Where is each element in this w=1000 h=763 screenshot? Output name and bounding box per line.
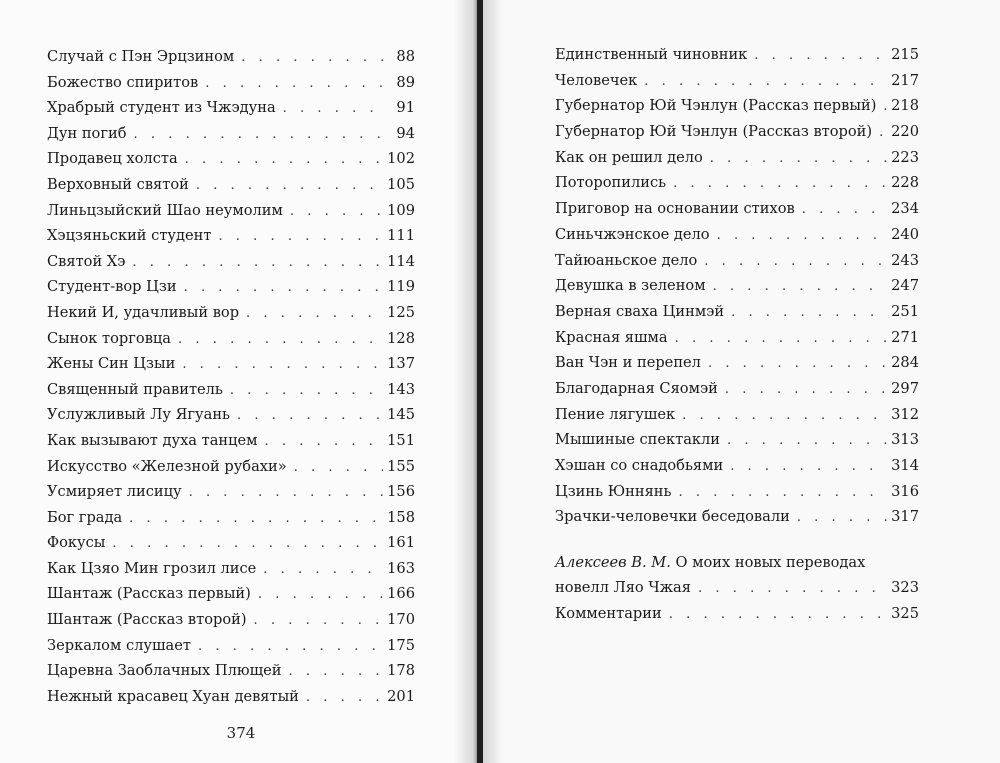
leader-dots [189,480,384,506]
entry-title: Приговор на основании стихов [555,200,795,218]
leader-dots [669,602,887,628]
leader-dots [725,377,887,403]
entry-page-number: 170 [387,611,415,629]
entry-page-number: 143 [387,380,415,398]
leader-dots [182,352,383,378]
entry-page-number: 175 [387,636,415,654]
toc-entry [47,684,415,710]
entry-page-number: 312 [891,405,919,423]
entry-title: Хэшан со снадобьями [555,457,724,474]
toc-entry [555,273,919,299]
toc-entry [555,479,919,505]
entry-title: Священный правитель [47,380,223,398]
leader-dots [283,96,387,122]
leader-dots [198,634,383,660]
toc-entry [47,172,415,198]
toc-entry [555,119,919,145]
entry-page-number: 158 [387,508,415,526]
toc-entry [47,223,415,249]
toc-entry [47,300,415,326]
toc-entry [555,402,919,428]
entry-title: Тайюаньское дело [555,251,698,269]
leader-dots [241,45,387,71]
entry-page-number: 217 [891,71,919,89]
entry-page-number: 314 [891,457,919,474]
comments-title: Комментарии [555,604,662,622]
entry-page-number: 251 [891,302,919,320]
entry-page-number: 284 [891,354,919,372]
entry-page-number: 145 [387,406,415,424]
entry-title: Студент-вор Цзи [47,278,177,296]
entry-title: Дун погиб [47,124,127,142]
leader-dots [289,659,384,685]
entry-page-number: 151 [387,431,415,449]
entry-page-number: 105 [387,175,415,193]
entry-title: Зеркалом слушает [47,636,191,654]
entry-title: Божество спиритов [47,73,199,91]
leader-dots [879,120,887,146]
left-toc-list [47,44,415,709]
entry-title: Святой Хэ [47,252,126,270]
entry-page-number: 111 [387,227,415,245]
essay-title-line2: новелл Ляо Чжая [555,579,691,596]
entry-title: Бог града [47,508,123,526]
toc-entry [47,581,415,607]
toc-entry-essay [555,550,919,626]
leader-dots [134,122,388,148]
toc-entry [47,402,415,428]
toc-entry-comments [555,601,919,627]
entry-page-number: 163 [387,559,415,577]
leader-dots [254,608,384,634]
entry-title: Шантаж (Рассказ первый) [47,585,251,603]
leader-dots [678,480,887,506]
entry-title: Фокусы [47,534,106,552]
book-spine-shadow [477,0,483,763]
entry-title: Как Цзяо Мин грозил лисе [47,559,257,577]
toc-entry [555,68,919,94]
leader-dots [710,146,887,172]
leader-dots [731,300,887,326]
toc-entry [555,93,919,119]
leader-dots [675,326,888,352]
entry-page-number: 119 [387,278,415,296]
toc-entry [47,249,415,275]
entry-page-number: 91 [396,99,415,117]
entry-title: Зрачки-человечки беседовали [555,508,790,526]
leader-dots [196,173,383,199]
entry-title: Как вызывают духа танцем [47,431,258,449]
entry-title: Мышиные спектакли [555,431,721,449]
entry-page-number: 178 [387,662,415,680]
essay-author: Алексеев В. М. [555,554,671,571]
toc-entry [47,530,415,556]
leader-dots [704,249,887,275]
entry-page-number: 156 [387,483,415,501]
toc-entry [47,326,415,352]
entry-title: Искусство «Железной рубахи» [47,457,287,475]
leader-dots [263,557,383,583]
entry-title: Продавец холста [47,150,178,168]
leader-dots [306,685,383,711]
toc-entry [555,196,919,222]
entry-title: Линьцзыйский Шао неумолим [47,201,283,219]
toc-entry [555,427,919,453]
entry-title: Царевна Заоблачных Плющей [47,662,282,680]
toc-entry [555,145,919,171]
leader-dots [713,274,888,300]
entry-page-number: 234 [891,200,919,218]
essay-title-line1: О моих новых переводах [675,554,866,571]
entry-title: Человечек [555,71,638,89]
entry-title: Жены Син Цзыи [47,355,176,373]
entry-page-number: 240 [891,225,919,243]
leader-dots [717,223,888,249]
leader-dots [673,171,887,197]
leader-dots [727,428,887,454]
entry-page-number: 247 [891,277,919,295]
leader-dots [237,403,383,429]
entry-page-number: 94 [396,124,415,142]
right-toc-list [555,42,919,530]
page-folio: 374 [226,724,256,742]
entry-title: Сынок торговца [47,329,171,347]
entry-page-number: 201 [387,687,415,705]
toc-entry [47,556,415,582]
toc-entry [47,146,415,172]
entry-page-number: 166 [387,585,415,603]
leader-dots [112,531,383,557]
entry-page-number: 125 [387,303,415,321]
entry-page-number: 109 [387,201,415,219]
toc-entry [47,70,415,96]
leader-dots [290,199,383,225]
toc-entry [47,479,415,505]
leader-dots [184,275,384,301]
entry-title: Услужливый Лу Ягуань [47,406,230,424]
toc-entry [47,121,415,147]
leader-dots [246,301,383,327]
toc-entry [555,453,919,479]
entry-title: Как он решил дело [555,148,703,166]
toc-entry [555,170,919,196]
toc-entry [47,198,415,224]
leader-dots [797,505,887,531]
leader-dots [265,429,384,455]
entry-page-number: 313 [891,431,919,449]
entry-title: Верная сваха Цинмэй [555,302,725,320]
toc-entry [47,95,415,121]
entry-title: Храбрый студент из Чжэдуна [47,99,276,117]
leader-dots [883,94,887,120]
toc-entry [47,607,415,633]
entry-title: Поторопились [555,174,667,192]
toc-entry [47,274,415,300]
entry-page-number: 128 [387,329,415,347]
toc-entry [47,658,415,684]
entry-title: Единственный чиновник [555,46,748,63]
entry-title: Нежный красавец Хуан девятый [47,687,299,705]
toc-entry [555,222,919,248]
toc-entry [47,351,415,377]
entry-page-number: 228 [891,174,919,192]
toc-entry [555,325,919,351]
leader-dots [294,455,383,481]
entry-title: Пение лягушек [555,405,676,423]
leader-dots [230,378,383,404]
leader-dots [754,43,887,69]
leader-dots [682,403,887,429]
entry-title: Благодарная Сяомэй [555,379,718,397]
entry-title: Синьчжэнское дело [555,225,710,243]
toc-entry [47,633,415,659]
entry-title: Некий И, удачливый вор [47,303,240,321]
toc-entry [47,505,415,531]
entry-title: Хэцзяньский студент [47,227,212,245]
toc-entry [555,350,919,376]
entry-title: Усмиряет лисицу [47,483,182,501]
entry-page-number: 114 [387,252,415,270]
toc-entry [47,454,415,480]
leader-dots [129,506,383,532]
entry-title: Губернатор Юй Чэнлун (Рассказ первый) [555,97,877,115]
toc-entry [555,376,919,402]
leader-dots [185,147,383,173]
toc-entry [555,248,919,274]
leader-dots [708,351,887,377]
leader-dots [205,71,387,97]
leader-dots [644,69,887,95]
essay-page-number: 323 [891,579,919,596]
toc-entry [47,44,415,70]
entry-title: Ван Чэн и перепел [555,354,701,372]
entry-page-number: 243 [891,251,919,269]
entry-page-number: 161 [387,534,415,552]
entry-page-number: 317 [891,508,919,526]
toc-entry [555,42,919,68]
entry-page-number: 155 [387,457,415,475]
leader-dots [730,454,887,480]
entry-page-number: 223 [891,148,919,166]
entry-page-number: 271 [891,328,919,346]
entry-title: Случай с Пэн Эрцзином [47,48,235,65]
toc-entry [555,299,919,325]
leader-dots [178,327,383,353]
entry-page-number: 215 [891,46,919,63]
leader-dots [218,224,383,250]
entry-page-number: 316 [891,482,919,500]
entry-title: Девушка в зеленом [555,277,706,295]
entry-page-number: 88 [396,48,415,65]
toc-entry [47,428,415,454]
entry-title: Шантаж (Рассказ второй) [47,611,247,629]
entry-title: Цзинь Юннянь [555,482,672,500]
entry-page-number: 220 [891,123,919,141]
leader-dots [258,582,383,608]
entry-title: Губернатор Юй Чэнлун (Рассказ второй) [555,123,873,141]
entry-page-number: 297 [891,379,919,397]
leader-dots [802,197,887,223]
entry-page-number: 218 [891,97,919,115]
entry-title: Верховный святой [47,175,189,193]
entry-page-number: 89 [396,73,415,91]
toc-entry [555,504,919,530]
toc-entry [47,377,415,403]
entry-page-number: 102 [387,150,415,168]
leader-dots [132,250,383,276]
comments-page-number: 325 [891,604,919,622]
entry-page-number: 137 [387,355,415,373]
leader-dots [698,576,887,602]
entry-title: Красная яшма [555,328,668,346]
